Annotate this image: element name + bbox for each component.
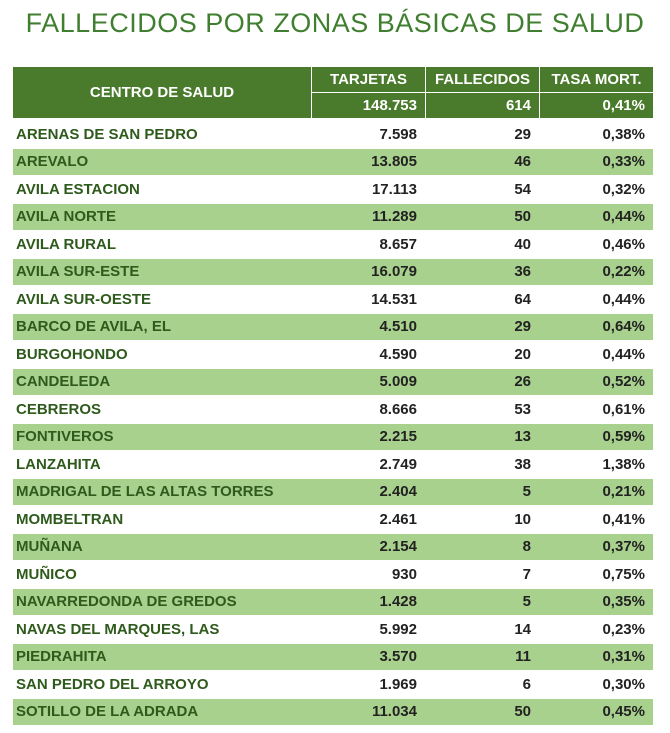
cell-centro: MUÑICO bbox=[13, 560, 311, 588]
cell-tarjetas: 5.009 bbox=[311, 368, 425, 396]
cell-tasa: 0,52% bbox=[539, 368, 653, 396]
cell-fallecidos: 54 bbox=[425, 175, 539, 203]
table-row bbox=[13, 670, 653, 698]
cell-tarjetas: 1.969 bbox=[311, 670, 425, 698]
cell-tasa: 0,45% bbox=[539, 698, 653, 726]
cell-centro: BURGOHONDO bbox=[13, 340, 311, 368]
table-row bbox=[13, 175, 653, 203]
total-tarjetas: 148.753 bbox=[311, 93, 425, 119]
cell-centro: SAN PEDRO DEL ARROYO bbox=[13, 670, 311, 698]
table-row bbox=[13, 560, 653, 588]
cell-tarjetas: 930 bbox=[311, 560, 425, 588]
cell-tarjetas: 2.404 bbox=[311, 478, 425, 506]
cell-tasa: 0,32% bbox=[539, 175, 653, 203]
cell-tasa: 0,31% bbox=[539, 643, 653, 671]
cell-fallecidos: 8 bbox=[425, 533, 539, 561]
cell-fallecidos: 13 bbox=[425, 423, 539, 451]
cell-centro: AVILA SUR-ESTE bbox=[13, 258, 311, 286]
cell-tasa: 0,22% bbox=[539, 258, 653, 286]
cell-centro: CANDELEDA bbox=[13, 368, 311, 396]
cell-tasa: 0,59% bbox=[539, 423, 653, 451]
cell-centro: MUÑANA bbox=[13, 533, 311, 561]
cell-centro: MOMBELTRAN bbox=[13, 505, 311, 533]
cell-fallecidos: 5 bbox=[425, 478, 539, 506]
cell-tasa: 0,23% bbox=[539, 615, 653, 643]
table-row bbox=[13, 533, 653, 561]
cell-tasa: 0,44% bbox=[539, 203, 653, 231]
cell-tarjetas: 17.113 bbox=[311, 175, 425, 203]
table-row bbox=[13, 615, 653, 643]
cell-tarjetas: 2.461 bbox=[311, 505, 425, 533]
cell-centro: PIEDRAHITA bbox=[13, 643, 311, 671]
cell-tarjetas: 8.657 bbox=[311, 230, 425, 258]
table-row bbox=[13, 450, 653, 478]
cell-tarjetas: 2.215 bbox=[311, 423, 425, 451]
cell-tasa: 0,44% bbox=[539, 285, 653, 313]
cell-tasa: 0,38% bbox=[539, 119, 653, 148]
cell-fallecidos: 50 bbox=[425, 698, 539, 726]
cell-fallecidos: 20 bbox=[425, 340, 539, 368]
mortality-table bbox=[13, 67, 653, 725]
cell-tarjetas: 16.079 bbox=[311, 258, 425, 286]
cell-tasa: 0,64% bbox=[539, 313, 653, 341]
cell-tasa: 0,37% bbox=[539, 533, 653, 561]
header-centro: CENTRO DE SALUD bbox=[13, 67, 311, 119]
cell-centro: AVILA NORTE bbox=[13, 203, 311, 231]
header-tasa: TASA MORT. bbox=[539, 67, 653, 93]
cell-fallecidos: 11 bbox=[425, 643, 539, 671]
cell-tarjetas: 4.510 bbox=[311, 313, 425, 341]
cell-fallecidos: 6 bbox=[425, 670, 539, 698]
table-row bbox=[13, 368, 653, 396]
cell-tarjetas: 2.749 bbox=[311, 450, 425, 478]
cell-centro: FONTIVEROS bbox=[13, 423, 311, 451]
cell-fallecidos: 26 bbox=[425, 368, 539, 396]
cell-tarjetas: 7.598 bbox=[311, 119, 425, 148]
cell-tasa: 0,30% bbox=[539, 670, 653, 698]
header-fallecidos: FALLECIDOS bbox=[425, 67, 539, 93]
cell-centro: CEBREROS bbox=[13, 395, 311, 423]
cell-tarjetas: 4.590 bbox=[311, 340, 425, 368]
cell-fallecidos: 5 bbox=[425, 588, 539, 616]
cell-fallecidos: 7 bbox=[425, 560, 539, 588]
cell-tarjetas: 5.992 bbox=[311, 615, 425, 643]
cell-tasa: 0,75% bbox=[539, 560, 653, 588]
cell-fallecidos: 40 bbox=[425, 230, 539, 258]
total-fallecidos: 614 bbox=[425, 93, 539, 119]
table-row bbox=[13, 478, 653, 506]
cell-fallecidos: 64 bbox=[425, 285, 539, 313]
cell-fallecidos: 50 bbox=[425, 203, 539, 231]
cell-tarjetas: 11.289 bbox=[311, 203, 425, 231]
cell-fallecidos: 10 bbox=[425, 505, 539, 533]
total-tasa: 0,41% bbox=[539, 93, 653, 119]
cell-centro: NAVARREDONDA DE GREDOS bbox=[13, 588, 311, 616]
table-row bbox=[13, 505, 653, 533]
cell-centro: AVILA SUR-OESTE bbox=[13, 285, 311, 313]
table-row bbox=[13, 643, 653, 671]
cell-fallecidos: 29 bbox=[425, 119, 539, 148]
header-tarjetas: TARJETAS bbox=[311, 67, 425, 93]
cell-tarjetas: 8.666 bbox=[311, 395, 425, 423]
table-row bbox=[13, 203, 653, 231]
cell-tasa: 0,44% bbox=[539, 340, 653, 368]
cell-tarjetas: 3.570 bbox=[311, 643, 425, 671]
cell-centro: MADRIGAL DE LAS ALTAS TORRES bbox=[13, 478, 311, 506]
cell-tasa: 1,38% bbox=[539, 450, 653, 478]
cell-centro: AVILA RURAL bbox=[13, 230, 311, 258]
cell-tarjetas: 1.428 bbox=[311, 588, 425, 616]
cell-centro: AVILA ESTACION bbox=[13, 175, 311, 203]
table-row bbox=[13, 285, 653, 313]
table-row bbox=[13, 395, 653, 423]
cell-fallecidos: 46 bbox=[425, 148, 539, 176]
cell-centro: BARCO DE AVILA, EL bbox=[13, 313, 311, 341]
table-row bbox=[13, 148, 653, 176]
table-row bbox=[13, 119, 653, 148]
table-row bbox=[13, 588, 653, 616]
cell-centro: AREVALO bbox=[13, 148, 311, 176]
cell-fallecidos: 36 bbox=[425, 258, 539, 286]
table-row bbox=[13, 230, 653, 258]
cell-tarjetas: 11.034 bbox=[311, 698, 425, 726]
cell-tasa: 0,46% bbox=[539, 230, 653, 258]
cell-tarjetas: 13.805 bbox=[311, 148, 425, 176]
page-title: FALLECIDOS POR ZONAS BÁSICAS DE SALUD bbox=[25, 8, 645, 38]
cell-fallecidos: 53 bbox=[425, 395, 539, 423]
cell-tasa: 0,41% bbox=[539, 505, 653, 533]
table-row bbox=[13, 423, 653, 451]
table-row bbox=[13, 698, 653, 726]
cell-centro: NAVAS DEL MARQUES, LAS bbox=[13, 615, 311, 643]
table-row bbox=[13, 258, 653, 286]
cell-tarjetas: 14.531 bbox=[311, 285, 425, 313]
cell-tasa: 0,35% bbox=[539, 588, 653, 616]
cell-fallecidos: 14 bbox=[425, 615, 539, 643]
cell-tasa: 0,33% bbox=[539, 148, 653, 176]
table-row bbox=[13, 313, 653, 341]
cell-centro: ARENAS DE SAN PEDRO bbox=[13, 119, 311, 148]
cell-tasa: 0,21% bbox=[539, 478, 653, 506]
table-header bbox=[13, 67, 653, 119]
cell-centro: SOTILLO DE LA ADRADA bbox=[13, 698, 311, 726]
cell-fallecidos: 38 bbox=[425, 450, 539, 478]
table-body bbox=[13, 119, 653, 725]
cell-tarjetas: 2.154 bbox=[311, 533, 425, 561]
cell-tasa: 0,61% bbox=[539, 395, 653, 423]
table-row bbox=[13, 340, 653, 368]
cell-centro: LANZAHITA bbox=[13, 450, 311, 478]
cell-fallecidos: 29 bbox=[425, 313, 539, 341]
